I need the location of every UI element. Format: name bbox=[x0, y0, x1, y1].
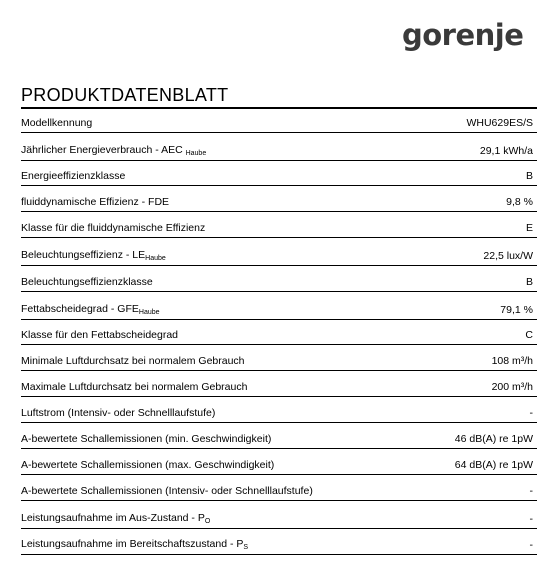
product-data-table bbox=[21, 109, 537, 555]
row-value: WHU629ES/S bbox=[466, 117, 533, 129]
row-label: Klasse für den Fettabscheidegrad bbox=[21, 329, 179, 341]
row-value: 200 m³/h bbox=[491, 381, 533, 393]
document-title: PRODUKTDATENBLATT bbox=[21, 85, 229, 105]
row-label: Beleuchtungseffizienz - $LE_{Haube}$ bbox=[21, 249, 166, 262]
row-value: - bbox=[529, 485, 533, 497]
row-min-airflow bbox=[21, 345, 537, 371]
row-value: 79,1 % bbox=[500, 304, 533, 316]
row-label: Klasse für die fluiddynamische Effizienz bbox=[21, 222, 206, 234]
row-noise-max bbox=[21, 449, 537, 475]
row-value: - bbox=[529, 513, 533, 525]
row-power-off bbox=[21, 501, 537, 529]
row-label: Minimale Luftdurchsatz bei normalem Gebrauch bbox=[21, 355, 245, 367]
row-max-airflow bbox=[21, 371, 537, 397]
row-annual-energy bbox=[21, 133, 537, 161]
row-lighting-efficiency bbox=[21, 238, 537, 266]
row-label: Beleuchtungseffizienzklasse bbox=[21, 276, 153, 288]
row-label: Leistungsaufnahme im $Aus-Zustand - P_O$ bbox=[21, 512, 211, 525]
row-label: fluiddynamische Effizienz - FDE bbox=[21, 196, 170, 208]
row-grease-class bbox=[21, 320, 537, 345]
row-noise-intensive bbox=[21, 475, 537, 501]
row-lighting-class bbox=[21, 266, 537, 292]
row-value: 9,8 % bbox=[506, 196, 533, 208]
row-model bbox=[21, 109, 537, 133]
row-intensive-airflow bbox=[21, 397, 537, 423]
row-value: B bbox=[525, 276, 533, 288]
row-energy-class bbox=[21, 161, 537, 186]
row-label: Leistungsaufnahme im Bereitschaftszustand - $P_S$ bbox=[21, 538, 249, 551]
row-value: C bbox=[525, 329, 533, 341]
row-value: - bbox=[529, 539, 533, 551]
row-power-standby bbox=[21, 529, 537, 555]
row-label: Luftstrom (Intensiv- oder Schnelllaufstufe) bbox=[21, 407, 216, 419]
row-value: 22,5 lux/W bbox=[483, 250, 533, 262]
row-label: Jährlicher Energieverbrauch - AEC $_{Haube}$ bbox=[21, 144, 207, 157]
row-fde-class bbox=[21, 212, 537, 238]
row-label: Modellkennung bbox=[21, 117, 93, 129]
row-label: Maximale Luftdurchsatz bei normalem Gebrauch bbox=[21, 381, 248, 393]
row-value: 64 dB(A) re 1pW bbox=[454, 459, 533, 471]
row-fde bbox=[21, 186, 537, 212]
row-value: B bbox=[525, 170, 533, 182]
row-noise-min bbox=[21, 423, 537, 449]
row-label: A-bewertete Schallemissionen (Intensiv- oder Schnelllaufstufe) bbox=[21, 485, 313, 497]
row-value: E bbox=[525, 222, 533, 234]
row-grease-filtering bbox=[21, 292, 537, 320]
row-label: A-bewertete Schallemissionen (min. Geschwindigkeit) bbox=[21, 433, 272, 445]
row-label: Fettabscheidegrad - $GFE_{Haube}$ bbox=[21, 303, 160, 316]
row-value: - bbox=[529, 407, 533, 419]
row-value: 108 m³/h bbox=[491, 355, 533, 367]
row-value: 46 dB(A) re 1pW bbox=[454, 433, 533, 445]
row-label: A-bewertete Schallemissionen (max. Geschwindigkeit) bbox=[21, 459, 275, 471]
row-label: Energieeffizienzklasse bbox=[21, 170, 126, 182]
row-value: 29,1 kWh/a bbox=[479, 145, 533, 157]
brand-logo: gorenje bbox=[402, 18, 524, 52]
